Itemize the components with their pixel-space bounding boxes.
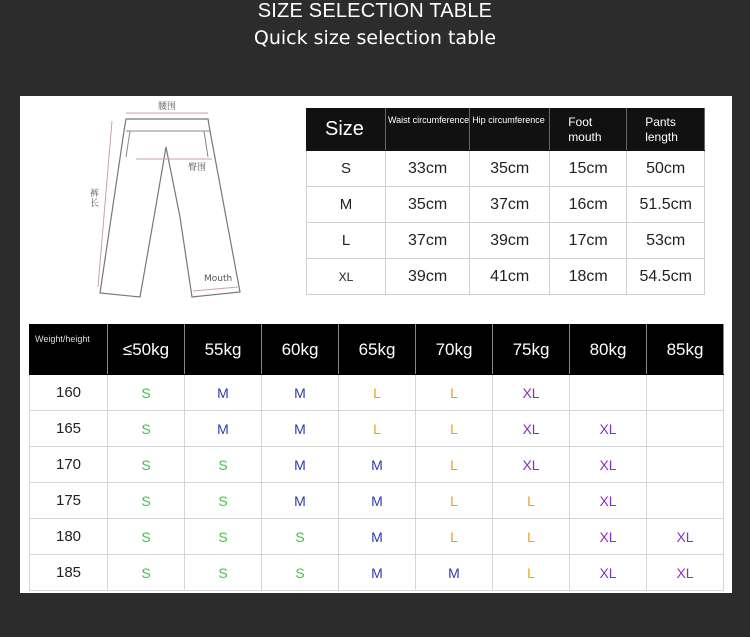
- size-recommendation-cell: [647, 411, 724, 447]
- height-cell: 165: [30, 411, 108, 447]
- size-recommendation-cell: S: [108, 375, 185, 411]
- table-row: [30, 447, 724, 483]
- size-recommendation-cell: M: [416, 555, 493, 591]
- pants-diagram: [90, 97, 266, 307]
- size-table: [306, 108, 705, 295]
- table-row: [307, 223, 705, 259]
- table-row: [30, 519, 724, 555]
- height-cell: 175: [30, 483, 108, 519]
- page-title: SIZE SELECTION TABLE: [257, 0, 493, 22]
- size-recommendation-cell: M: [185, 375, 262, 411]
- weight-header: 75kg: [493, 325, 570, 375]
- size-recommendation-cell: XL: [647, 519, 724, 555]
- weight-header: ≤50kg: [108, 325, 185, 375]
- table-row: [30, 555, 724, 591]
- size-recommendation-cell: [647, 375, 724, 411]
- size-recommendation-cell: [647, 447, 724, 483]
- size-recommendation-cell: XL: [493, 375, 570, 411]
- pants-length-cell: 54.5cm: [627, 259, 705, 295]
- waist-cell: 35cm: [386, 187, 470, 223]
- table-row: [307, 259, 705, 295]
- size-recommendation-cell: L: [339, 375, 416, 411]
- size-recommendation-cell: L: [416, 519, 493, 555]
- waist-header: Waist circumference: [386, 109, 470, 151]
- length-label: 裤长: [90, 189, 100, 209]
- height-cell: 180: [30, 519, 108, 555]
- size-recommendation-cell: L: [339, 411, 416, 447]
- pants-length-cell: 51.5cm: [627, 187, 705, 223]
- weight-height-table: [29, 324, 724, 591]
- weight-height-corner: Weight/height: [30, 325, 108, 375]
- size-recommendation-cell: S: [108, 447, 185, 483]
- size-recommendation-cell: S: [185, 555, 262, 591]
- size-recommendation-cell: XL: [493, 447, 570, 483]
- size-cell: S: [307, 151, 386, 187]
- size-recommendation-cell: M: [339, 447, 416, 483]
- table-row: [307, 187, 705, 223]
- mouth-label: Mouth: [204, 274, 233, 284]
- size-recommendation-cell: M: [262, 411, 339, 447]
- size-recommendation-cell: [570, 375, 647, 411]
- size-recommendation-cell: L: [416, 447, 493, 483]
- pants-outline-icon: [96, 97, 266, 307]
- size-recommendation-cell: L: [416, 483, 493, 519]
- size-recommendation-cell: L: [493, 555, 570, 591]
- waist-label: 腰围: [158, 102, 177, 112]
- size-recommendation-cell: S: [108, 519, 185, 555]
- size-recommendation-cell: L: [416, 375, 493, 411]
- size-recommendation-cell: XL: [570, 519, 647, 555]
- foot-mouth-cell: 16cm: [550, 187, 627, 223]
- height-cell: 185: [30, 555, 108, 591]
- size-recommendation-cell: XL: [493, 411, 570, 447]
- size-recommendation-cell: M: [262, 483, 339, 519]
- height-cell: 160: [30, 375, 108, 411]
- size-recommendation-cell: XL: [647, 555, 724, 591]
- waist-cell: 37cm: [386, 223, 470, 259]
- table-row: [30, 483, 724, 519]
- size-chart-panel: [20, 96, 732, 593]
- size-recommendation-cell: M: [339, 483, 416, 519]
- weight-header: 60kg: [262, 325, 339, 375]
- hip-header: Hip circumference: [470, 109, 550, 151]
- size-recommendation-cell: S: [185, 483, 262, 519]
- size-recommendation-cell: S: [108, 483, 185, 519]
- size-recommendation-cell: XL: [570, 555, 647, 591]
- size-recommendation-cell: L: [493, 483, 570, 519]
- size-table-header: [307, 109, 705, 151]
- weight-header: 80kg: [570, 325, 647, 375]
- foot-mouth-header: Foot mouth: [550, 109, 627, 151]
- hip-cell: 41cm: [470, 259, 550, 295]
- table-row: [30, 375, 724, 411]
- size-cell: XL: [307, 259, 386, 295]
- size-recommendation-cell: M: [185, 411, 262, 447]
- size-recommendation-cell: S: [108, 555, 185, 591]
- weight-header-row: [30, 325, 724, 375]
- size-recommendation-cell: M: [262, 375, 339, 411]
- size-recommendation-cell: S: [108, 411, 185, 447]
- weight-header: 65kg: [339, 325, 416, 375]
- foot-mouth-cell: 17cm: [550, 223, 627, 259]
- size-header: Size: [307, 109, 386, 151]
- size-recommendation-cell: L: [416, 411, 493, 447]
- waist-cell: 39cm: [386, 259, 470, 295]
- size-recommendation-cell: M: [339, 555, 416, 591]
- hip-cell: 39cm: [470, 223, 550, 259]
- size-recommendation-cell: S: [185, 447, 262, 483]
- size-recommendation-cell: XL: [570, 447, 647, 483]
- height-cell: 170: [30, 447, 108, 483]
- size-recommendation-cell: S: [262, 519, 339, 555]
- size-recommendation-cell: S: [262, 555, 339, 591]
- hip-label: 臀围: [188, 163, 207, 173]
- size-recommendation-cell: M: [339, 519, 416, 555]
- pants-length-cell: 50cm: [627, 151, 705, 187]
- hip-cell: 37cm: [470, 187, 550, 223]
- foot-mouth-cell: 15cm: [550, 151, 627, 187]
- size-recommendation-cell: L: [493, 519, 570, 555]
- hip-cell: 35cm: [470, 151, 550, 187]
- waist-cell: 33cm: [386, 151, 470, 187]
- size-recommendation-cell: S: [185, 519, 262, 555]
- page-subtitle: Quick size selection table: [253, 27, 497, 49]
- size-recommendation-cell: XL: [570, 411, 647, 447]
- size-cell: L: [307, 223, 386, 259]
- size-recommendation-cell: XL: [570, 483, 647, 519]
- size-recommendation-cell: M: [262, 447, 339, 483]
- table-row: [30, 411, 724, 447]
- weight-header: 85kg: [647, 325, 724, 375]
- foot-mouth-cell: 18cm: [550, 259, 627, 295]
- pants-length-header: Pants length: [627, 109, 705, 151]
- table-row: [307, 151, 705, 187]
- size-recommendation-cell: [647, 483, 724, 519]
- size-cell: M: [307, 187, 386, 223]
- weight-header: 55kg: [185, 325, 262, 375]
- weight-header: 70kg: [416, 325, 493, 375]
- pants-length-cell: 53cm: [627, 223, 705, 259]
